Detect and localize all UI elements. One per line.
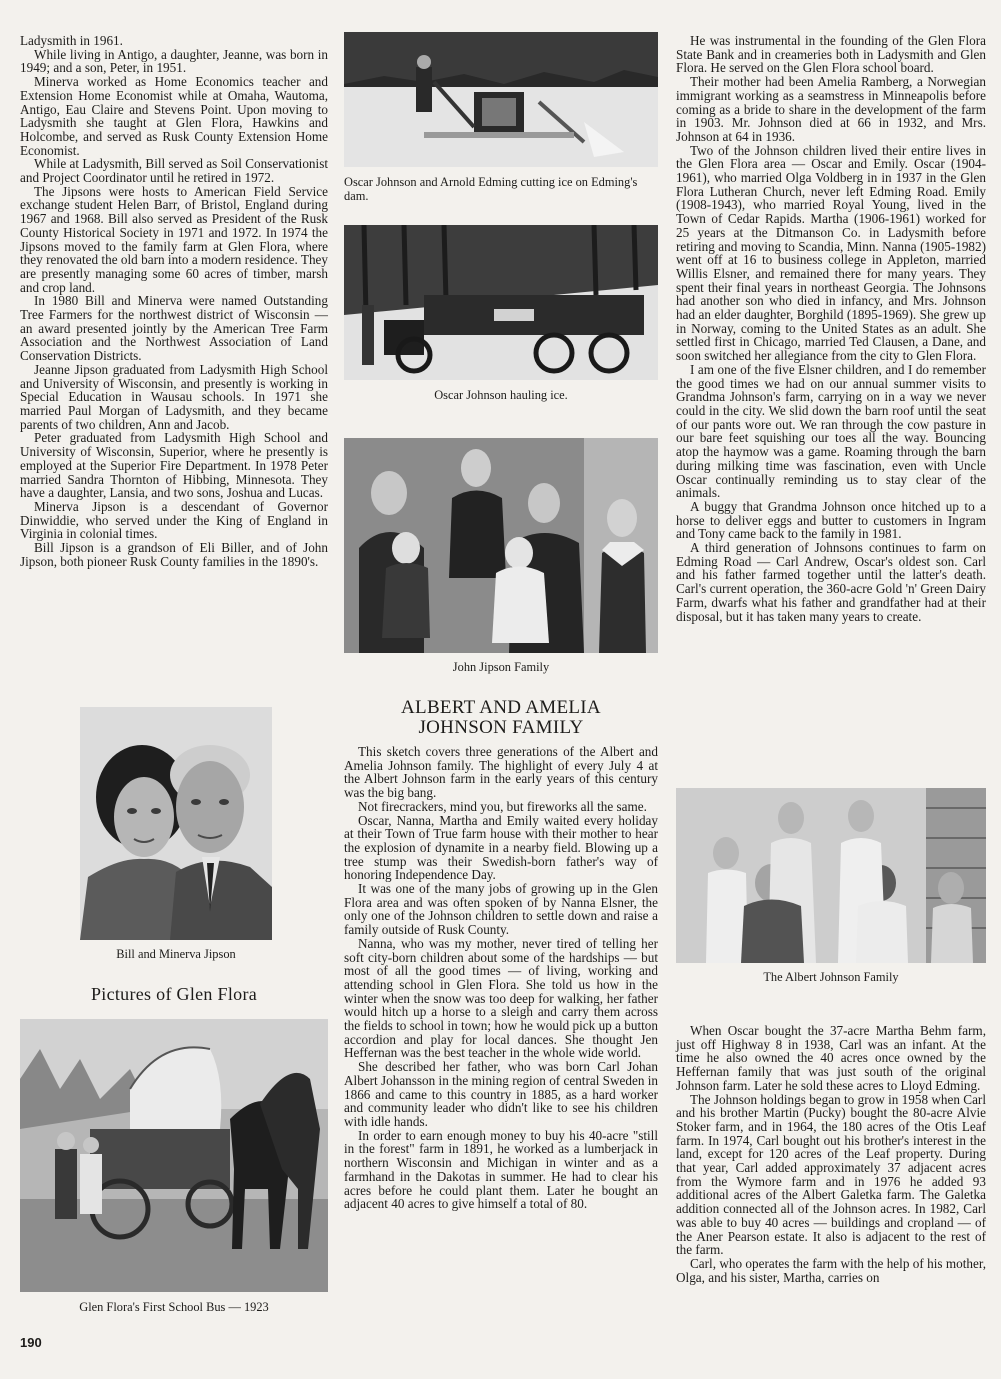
paragraph: Minerva Jipson is a descendant of Governor Dinwiddie, who served under the King of England in Virginia in colonial times. <box>20 498 328 542</box>
paragraph: Ladysmith in 1961. <box>20 33 123 48</box>
jipson-family-caption: John Jipson Family <box>452 660 550 674</box>
paragraph: While at Ladysmith, Bill served as Soil Conservationist and Project Coordinator until he retired in 1972. <box>20 156 328 186</box>
paragraph: Nanna, who was my mother, never tired of telling her soft city-born children about some of the hardships — but most of all the good times — of living, working and attending school in Glen Flora. She told us how in the winter when the snow was too deep for walking, her father would hitch up a horse to a sleigh and carry them across the fields to school in town; how he would pick up a button accordion and play for local dances. She thought Jen Heffernan was the best teacher in the whole wide world. <box>344 935 658 1061</box>
paragraph: Minerva worked as Home Economics teacher and Extension Home Economist while at Omaha, Wautoma, Antigo, Eau Claire and Stevens Point. Upon moving to Ladysmith she taught at Glen Flora, Hawkins and Holcombe, and served as Rusk County Extension Home Economist. <box>20 74 328 158</box>
paragraph: In 1980 Bill and Minerva were named Outstanding Tree Farmers for the northwest district of Wisconsin — an award presented jointly by the American Tree Farm Association and the Northwest Association of Land Conservation Districts. <box>20 293 328 364</box>
hauling-ice-photo <box>344 225 658 380</box>
paragraph: I am one of the five Elsner children, and I do remember the good times we had on our annual summer visits to Grandma Johnson's farm, carrying on in a way we never could in the city. We slid down the barn roof until the seat of our pants wore out. We ran through the cow pasture in our bare feet squishing our toes all the way. Bouncing atop the haymow was a game. Roaming through the barn during milking time was fascination, even with Uncle Oscar continually reminding us to stay clear of the animals. <box>676 361 986 501</box>
jipson-family-photo <box>344 438 658 653</box>
paragraph: This sketch covers three generations of the Albert and Amelia Johnson family. The highlight of every July 4 at the Albert Johnson farm in the early years of this century was the big bang. <box>344 744 658 801</box>
paragraph: Their mother had been Amelia Ramberg, a Norwegian immigrant working as a seamstress in Minneapolis before coming as a bride to share in the development of the farm in 1903. Mr. Johnson died at 66 in 1932, and Mrs. Johnson at 64 in 1936. <box>676 74 986 144</box>
group-photo-illustration <box>676 788 986 963</box>
paragraph: She described her father, who was born Carl Johan Albert Johansson in the mining region of central Sweden in 1866 and came to this country in 1885, as a hard worker and community leader who didn't like to see his children with idle hands. <box>344 1059 658 1129</box>
paragraph: Jeanne Jipson graduated from Ladysmith High School and University of Wisconsin, and presently is working in Special Education in Wausau schools. In 1971 she married Paul Morgan of Ladysmith, and they became parents of two children, Ann and Jacob. <box>20 361 328 432</box>
ice-cutting-caption: Oscar Johnson and Arnold Edming cutting ice on Edming's dam. <box>344 175 638 203</box>
page-number: 190 <box>20 1335 42 1350</box>
bill-minerva-photo <box>80 707 272 940</box>
paragraph: When Oscar bought the 37-acre Martha Behm farm, just off Highway 8 in 1938, Carl was an infant. At the time he also owned the 40 acres once owned by the Heffernan family that was just south of the original Johnson farm. Later he sold these acres to Lloyd Edming. <box>676 1023 986 1093</box>
column-2-text <box>344 745 658 1211</box>
school-bus-photo <box>20 1019 328 1292</box>
paragraph: The Jipsons were hosts to American Field Service exchange student Helen Barr, of Bristol, England during 1967 and 1968. Bill also served as President of the Rusk County Historical Society in 1971 and 1972. In 1974 the Jipsons moved to the family farm at Glen Flora, where they renovated the old barn into a modern residence. They are presently managing some 60 acres of timber, marsh and crop land. <box>20 183 328 295</box>
portrait-illustration <box>80 707 272 940</box>
column-1-text <box>20 34 328 568</box>
paragraph: Two of the Johnson children lived their entire lives in the Glen Flora area — Oscar and Emily. Oscar (1904-1961), who married Olga Voldberg in in 1937 in the Glen Flora Lutheran Church, never left Edming Road. Emily (1908-1943), who married Royal Young, lived in the Town of Cedar Rapids. Martha (1906-1961) worked for 25 years at the Ditmanson Co. in Ladysmith before retiring and moving to Scandia, Minn. Nanna (1905-1982) went off at 16 to business college in Appleton, married Willis Elsner, and remained there for many years. They spent their final years in northeast Georgia. The Johnsons had another son who died in infancy, and Mrs. Johnson had an elder daughter, Borghild (1895-1969). She grew up in Norway, coming to the United States as an adult. She settled first in Chicago, married Ted Clausen, a Dane, and soon switched her allegiance from the city to Glen Flora. <box>676 142 986 364</box>
paragraph: Peter graduated from Ladysmith High School and University of Wisconsin, Superior, where he presently is employed at the Superior Fire Department. In 1978 Peter married Sandra Thornton of Hibbing, Minnesota. They have a daughter, Lansia, and two sons, Joshua and Lucas. <box>20 430 328 501</box>
family-portrait-illustration <box>344 438 658 653</box>
paragraph: He was instrumental in the founding of the Glen Flora State Bank and in creameries both in Ladysmith and Glen Flora. He served on the Glen Flora school board. <box>676 33 986 76</box>
article-title-line-2: JOHNSON FAMILY <box>418 717 584 738</box>
paragraph: Oscar, Nanna, Martha and Emily waited every holiday at their Town of True farm house with their mother to hear the explosion of dynamite in a nearby field. Blowing up a tree stump was their Swedish-born father's way of honoring Independence Day. <box>344 812 658 883</box>
paragraph: Carl, who operates the farm with the help of his mother, Olga, and his sister, Martha, carries on <box>676 1255 986 1285</box>
albert-johnson-family-photo <box>676 788 986 963</box>
hauling-ice-caption: Oscar Johnson hauling ice. <box>434 388 568 402</box>
paragraph: In order to earn enough money to buy his 40-acre "still in the forest" farm in 1891, he worked as a lumberjack in northern Wisconsin and Michigan in winter and as a farmhand in the Dakotas in summer. He had to clear his acres before he could plant them. Later he bought an adjacent 40 acres to give himself a total of 80. <box>344 1127 658 1212</box>
albert-johnson-family-caption: The Albert Johnson Family <box>763 970 899 984</box>
article-title-line-1: ALBERT AND AMELIA <box>401 697 601 718</box>
paragraph: The Johnson holdings began to grow in 1958 when Carl and his brother Martin (Pucky) bought the 80-acre Alvie Stoker farm, and in 1964, the 180 acres of the Otis Leaf farm. In 1974, Carl bought out his brother's interest in the land, except for 120 acres of the Leaf property. During that year, Carl added approximately 37 adjacent acres from the Wymore farm and in 1976 he added 93 additional acres of the Albert Galetka farm. The Galetka addition connected all of the Johnson acres. In 1982, Carl was able to buy 40 acres — buildings and cropland — of the Aner Pearson estate. It also is adjacent to the rest of the farm. <box>676 1091 986 1258</box>
hauling-ice-illustration <box>344 225 658 380</box>
paragraph: Not firecrackers, mind you, but fireworks all the same. <box>358 798 647 814</box>
school-bus-caption: Glen Flora's First School Bus — 1923 <box>79 1300 269 1314</box>
ice-cutting-illustration <box>344 32 658 167</box>
paragraph: A buggy that Grandma Johnson once hitched up to a horse to deliver eggs and butter to customers in Ingram and Tony came back to the family in 1981. <box>676 498 986 542</box>
paragraph: A third generation of Johnsons continues to farm on Edming Road — Carl Andrew, Oscar's oldest son. Carl and his father farmed together until the latter's death. Carl's current operation, the 360-acre Gold 'n' Green Dairy Farm, dwarfs what his father and grandfather had at their disposal, but it has taken many years to create. <box>676 540 986 624</box>
bill-minerva-caption: Bill and Minerva Jipson <box>116 947 236 961</box>
article-title <box>344 698 658 738</box>
paragraph: It was one of the many jobs of growing up in the Glen Flora area and was often spoken of by Nanna Elsner, the only one of the Johnson children to settle down and raise a family outside of Rusk County. <box>344 881 658 938</box>
ice-cutting-photo <box>344 32 658 167</box>
wagon-illustration <box>20 1019 328 1292</box>
paragraph: Bill Jipson is a grandson of Eli Biller, and of John Jipson, both pioneer Rusk County families in the 1890's. <box>20 540 328 569</box>
paragraph: While living in Antigo, a daughter, Jeanne, was born in 1949; and a son, Peter, in 1951. <box>20 46 328 76</box>
glen-flora-heading: Pictures of Glen Flora <box>90 984 258 1004</box>
column-3-text-top <box>676 34 986 623</box>
column-3-text-bottom <box>676 1024 986 1284</box>
